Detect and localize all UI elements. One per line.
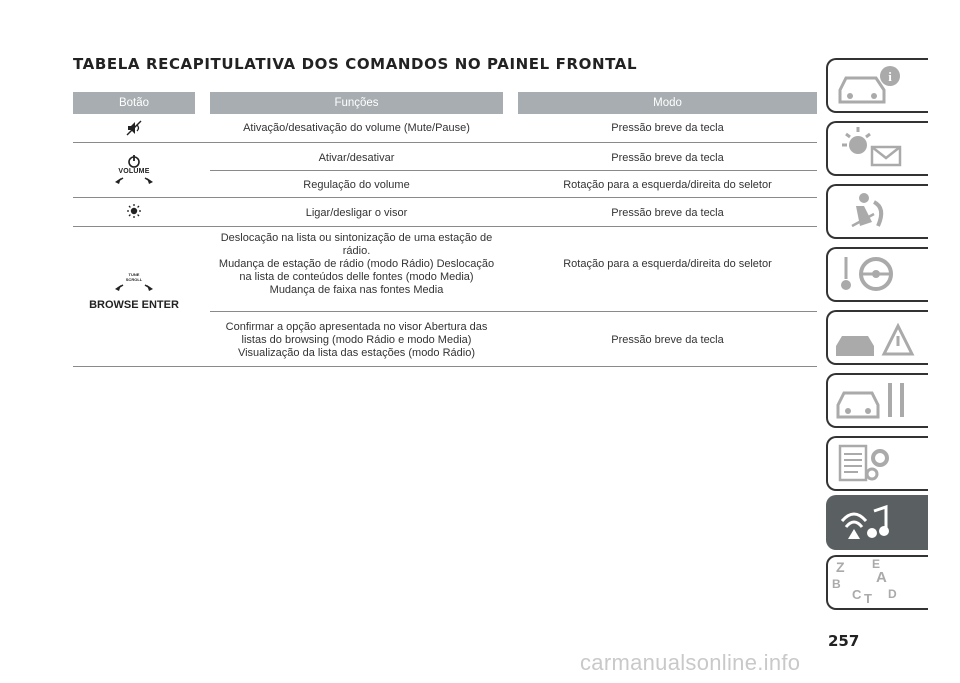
- tab-maintenance[interactable]: [826, 373, 928, 428]
- table-row: [73, 198, 817, 227]
- mode-text: Rotação para a esquerda/direita do seletor: [563, 179, 772, 191]
- function-line: Deslocação na lista ou sintonização de uma estação de: [220, 232, 493, 244]
- header-button: Botão: [73, 92, 195, 114]
- button-cell: [73, 120, 195, 141]
- car-service-tools-icon: [828, 375, 928, 426]
- car-accident-warning-icon: [828, 312, 928, 363]
- index-letter: A: [876, 569, 887, 586]
- button-cell: [73, 153, 195, 192]
- volume-label: VOLUME: [118, 168, 150, 175]
- browse-enter-label: BROWSE ENTER: [89, 299, 179, 311]
- index-letter: B: [832, 577, 841, 591]
- table-row: [73, 114, 817, 143]
- warning-lights-mail-icon: [828, 123, 928, 174]
- tab-index[interactable]: [826, 555, 928, 610]
- steering-wheel-key-icon: [828, 249, 928, 300]
- commands-table: [73, 92, 817, 359]
- mode-text: Pressão breve da tecla: [611, 122, 724, 134]
- multimedia-icon: [828, 497, 928, 548]
- tab-safety[interactable]: [826, 184, 928, 239]
- page-number: 257: [828, 632, 860, 650]
- button-cell: [73, 203, 195, 224]
- index-letter: E: [872, 557, 881, 571]
- mode-text: Rotação para a esquerda/direita do seletor: [563, 258, 772, 270]
- technical-data-icon: [828, 438, 928, 489]
- mute-icon: [126, 120, 142, 136]
- button-cell: [73, 271, 195, 311]
- watermark: carmanualsonline.info: [580, 650, 801, 675]
- table-header: [73, 92, 817, 114]
- function-line: Mudança de estação de rádio (modo Rádio) Deslocação: [218, 258, 495, 270]
- index-letter: Z: [836, 559, 845, 575]
- header-mode: Modo: [518, 92, 817, 114]
- function-line: Mudança de faixa nas fontes Media: [269, 284, 444, 296]
- header-functions: Funções: [210, 92, 503, 114]
- function-text: Ativação/desativação do volume (Mute/Pause): [243, 122, 470, 134]
- svg-text:i: i: [888, 69, 892, 84]
- index-letter: D: [888, 587, 897, 601]
- tab-warning-lights[interactable]: [826, 121, 928, 176]
- seat-airbag-icon: [828, 186, 928, 237]
- tab-multimedia[interactable]: [826, 495, 928, 550]
- function-line: na lista de conteúdos delle fontes (modo Media): [239, 271, 474, 283]
- mode-text: Pressão breve da tecla: [611, 334, 724, 346]
- index-letter: T: [864, 591, 872, 606]
- function-text: [210, 232, 503, 297]
- function-text: [210, 321, 503, 360]
- function-line: Confirmar a opção apresentada no visor Abertura das: [225, 321, 488, 333]
- index-letter: C: [852, 587, 862, 602]
- mode-text: Pressão breve da tecla: [611, 207, 724, 219]
- function-text: Ativar/desativar: [318, 152, 395, 164]
- display-icon: [126, 203, 142, 219]
- function-line: listas do browsing (modo Rádio e modo Media): [241, 334, 472, 346]
- knob-text-scroll: SCROLL: [125, 276, 143, 282]
- tab-car-info[interactable]: [826, 58, 928, 113]
- table-row: [73, 227, 817, 367]
- table-row: [73, 143, 817, 198]
- function-line: Visualização da lista das estações (modo Rádio): [237, 347, 476, 359]
- sub-row: [210, 143, 817, 171]
- car-info-icon: [828, 60, 928, 111]
- sub-row: [210, 227, 817, 312]
- function-line: rádio.: [342, 245, 371, 257]
- mode-text: Pressão breve da tecla: [611, 152, 724, 164]
- tab-emergency[interactable]: [826, 310, 928, 365]
- function-text: Ligar/desligar o visor: [305, 207, 408, 219]
- page-title: TABELA RECAPITULATIVA DOS COMANDOS NO PAINEL FRONTAL: [73, 55, 638, 73]
- function-text: Regulação do volume: [303, 179, 410, 191]
- tab-technical-data[interactable]: [826, 436, 928, 491]
- knob-text-tune: TUNE: [128, 272, 140, 277]
- tab-starting-driving[interactable]: [826, 247, 928, 302]
